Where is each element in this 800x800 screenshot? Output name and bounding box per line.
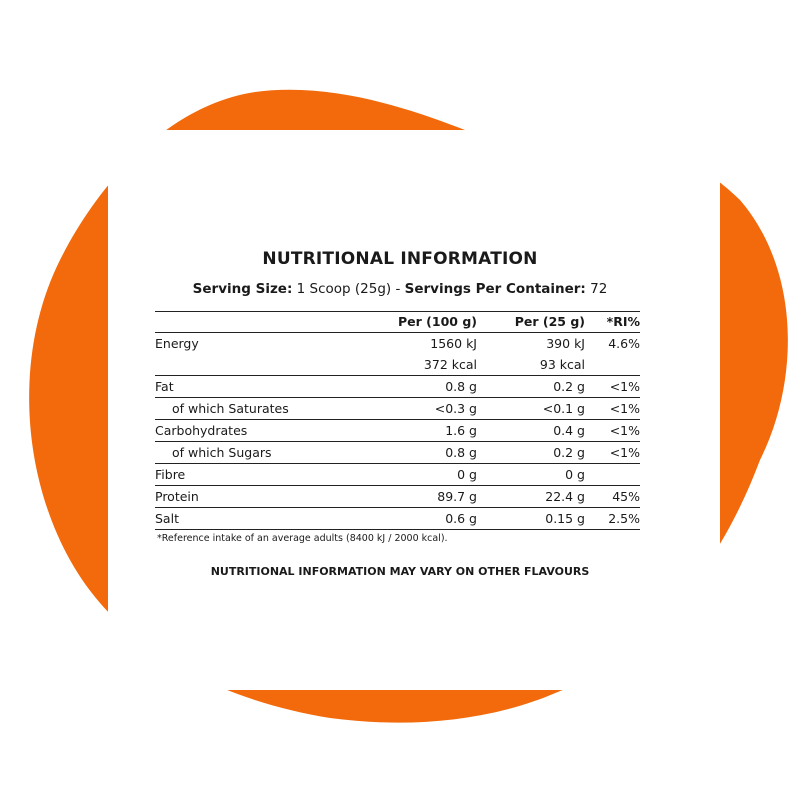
ri-value: 45%: [585, 486, 640, 508]
nutrient-name: Carbohydrates: [155, 420, 362, 442]
per-25g-value: 0.4 g: [477, 420, 585, 442]
table-row: [155, 333, 640, 355]
table-row: [155, 464, 640, 486]
page-title: NUTRITIONAL INFORMATION: [262, 249, 538, 269]
per-100g-value: 0.8 g: [362, 442, 477, 464]
per-25g-value: 22.4 g: [477, 486, 585, 508]
header-ri-percent: *RI%: [585, 312, 640, 333]
ri-value: <1%: [585, 398, 640, 420]
per-100g-value: 1.6 g: [362, 420, 477, 442]
ri-value: <1%: [585, 442, 640, 464]
per-100g-value: 1560 kJ: [430, 336, 477, 351]
per-25g-value: <0.1 g: [477, 398, 585, 420]
nutrient-name: Salt: [155, 508, 362, 530]
per-100g-value: <0.3 g: [362, 398, 477, 420]
serving-info: [0, 281, 800, 297]
serving-size-value: 1 Scoop (25g) -: [292, 281, 405, 297]
table-row: [155, 354, 640, 376]
header-per-100g: Per (100 g): [362, 312, 477, 333]
ri-value: 4.6%: [608, 336, 640, 351]
per-25g-value: 0 g: [477, 464, 585, 486]
header-per-25g: Per (25 g): [477, 312, 585, 333]
ri-value: <1%: [585, 376, 640, 398]
nutrient-name: Protein: [155, 486, 362, 508]
table-row: [155, 420, 640, 442]
per-25g-value: 0.15 g: [477, 508, 585, 530]
nutrient-name: Fat: [155, 376, 362, 398]
servings-per-container-label: Servings Per Container:: [404, 281, 586, 297]
per-25g-value: 0.2 g: [477, 442, 585, 464]
per-25g-value: 93 kcal: [477, 354, 585, 376]
ri-value: [585, 464, 640, 486]
footnote: *Reference intake of an average adults (8400 kJ / 2000 kcal).: [157, 533, 448, 544]
servings-per-container-value: 72: [585, 281, 608, 297]
per-100g-value: 0.8 g: [362, 376, 477, 398]
ri-value: <1%: [585, 420, 640, 442]
table-row: [155, 376, 640, 398]
per-100g-value: 0.6 g: [362, 508, 477, 530]
table-row: [155, 486, 640, 508]
table-row: [155, 442, 640, 464]
ri-value: 2.5%: [585, 508, 640, 530]
serving-size-label: Serving Size:: [192, 281, 293, 297]
table-header-row: [155, 312, 640, 333]
nutrient-name: Fibre: [155, 464, 362, 486]
per-100g-value: 89.7 g: [362, 486, 477, 508]
nutrient-name: [155, 354, 362, 376]
per-100g-value: 372 kcal: [362, 354, 477, 376]
per-25g-value: 0.2 g: [477, 376, 585, 398]
table-row: [155, 398, 640, 420]
per-100g-value: 0 g: [362, 464, 477, 486]
per-25g-value: 390 kJ: [546, 336, 585, 351]
disclaimer: NUTRITIONAL INFORMATION MAY VARY ON OTHER FLAVOURS: [210, 565, 590, 578]
nutrient-name: of which Sugars: [155, 442, 362, 464]
nutrition-table: [155, 311, 640, 530]
nutrient-name: of which Saturates: [155, 398, 362, 420]
nutrient-name: Energy: [155, 336, 199, 351]
ri-value: [585, 354, 640, 376]
table-row: [155, 508, 640, 530]
header-nutrient: [155, 312, 362, 333]
